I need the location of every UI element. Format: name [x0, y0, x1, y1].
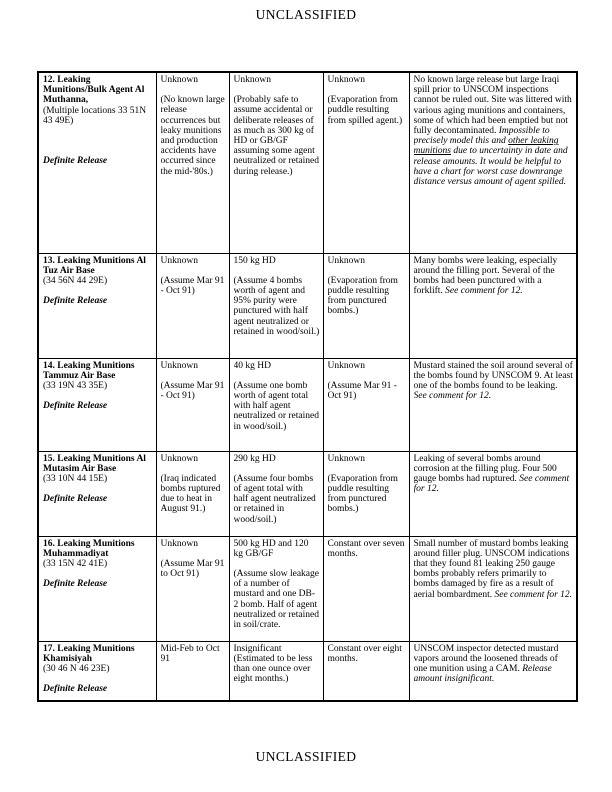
text-segment: Unknown	[160, 360, 198, 371]
paragraph	[43, 156, 153, 166]
cell-content	[161, 454, 226, 534]
text-segment: No known large release but large Iraqi spill prior to UNSCOM inspections cannot be ruled out. Site was littered with various aging munitions and containers, some of which had been emptied but not fully decontaminated.	[413, 75, 572, 137]
paragraph	[161, 361, 226, 371]
cell-site	[38, 72, 156, 253]
paragraph	[234, 381, 320, 432]
paragraph	[234, 75, 320, 85]
cell-content	[328, 256, 406, 356]
text-segment: 15. Leaking Munitions Al Mutasim Air Base	[43, 453, 146, 474]
text-segment: Unknown	[327, 360, 365, 371]
paragraph	[43, 276, 153, 286]
text-segment: 17. Leaking Munitions Khamisiyah	[43, 643, 135, 664]
text-segment: (Evaporation from puddle resulting from punctured bombs.)	[327, 473, 398, 515]
text-segment: (Evaporation from puddle resulting from spilled agent.)	[327, 95, 403, 126]
text-segment: Definite Release	[43, 494, 108, 505]
cell-content	[234, 75, 320, 251]
text-segment: See comment for 12.	[494, 589, 573, 600]
text-segment: Constant over eight months.	[327, 643, 402, 664]
cell-release-duration	[156, 253, 229, 358]
cell-content	[234, 256, 320, 356]
text-segment: (Assume Mar 91 - Oct 91)	[327, 380, 397, 401]
text-segment: 40 kg HD	[233, 360, 271, 371]
paragraph	[328, 75, 406, 85]
cell-release-pattern	[323, 358, 409, 451]
cell-amount-released	[229, 72, 323, 253]
paragraph	[414, 75, 574, 187]
paragraph	[234, 276, 320, 337]
paragraph	[414, 361, 574, 402]
paragraph	[414, 539, 574, 600]
cell-site	[38, 641, 156, 701]
paragraph	[328, 644, 406, 664]
paragraph	[43, 474, 153, 484]
cell-content	[328, 454, 406, 534]
paragraph	[43, 454, 153, 474]
paragraph	[161, 539, 226, 549]
cell-content	[161, 539, 226, 639]
text-segment: other leaking munitions	[413, 136, 559, 157]
text-segment: (Assume Mar 91 to Oct 91)	[160, 558, 225, 579]
cell-amount-released	[229, 253, 323, 358]
cell-amount-released	[229, 451, 323, 536]
cell-release-duration	[156, 358, 229, 451]
text-segment: Unknown	[160, 538, 198, 549]
text-segment: Small number of mustard bombs leaking around filler plug. UNSCOM indications that they found 81 leaking 250 gauge bombs probably refers primarily to bombs damaged by fire as a result of aerial bombardment.	[413, 538, 570, 600]
text-segment: Unknown	[160, 453, 198, 464]
table-row	[38, 72, 577, 253]
text-segment: Definite Release	[43, 401, 108, 412]
cell-release-duration	[156, 536, 229, 641]
cell-comments	[409, 536, 577, 641]
cell-release-pattern	[323, 253, 409, 358]
paragraph	[161, 559, 226, 579]
text-segment: Unknown	[327, 255, 365, 266]
paragraph	[234, 569, 320, 630]
paragraph	[161, 276, 226, 296]
cell-amount-released	[229, 358, 323, 451]
text-segment: 290 kg HD	[233, 453, 276, 464]
text-segment: Insignificant	[233, 643, 282, 654]
paragraph	[328, 474, 406, 515]
paragraph	[43, 256, 153, 276]
paragraph	[161, 381, 226, 401]
cell-site	[38, 451, 156, 536]
cell-comments	[409, 72, 577, 253]
cell-content	[43, 361, 153, 449]
paragraph	[43, 494, 153, 504]
text-segment: (No known large release occurrences but leaky munitions and production accidents have occurred since the mid-'80s.)	[160, 95, 225, 177]
paragraph	[43, 644, 153, 664]
table-row	[38, 536, 577, 641]
cell-content	[161, 361, 226, 449]
cell-content	[414, 75, 574, 251]
paragraph	[43, 106, 153, 126]
cell-site	[38, 253, 156, 358]
cell-release-duration	[156, 451, 229, 536]
paragraph	[43, 75, 153, 106]
paragraph	[328, 95, 406, 126]
text-segment: Mid-Feb to Oct 91	[160, 643, 220, 664]
cell-comments	[409, 358, 577, 451]
paragraph	[414, 256, 574, 297]
text-segment: (Assume four bombs of agent total with half agent neutralized or retained in wood/soil.)	[233, 473, 316, 525]
paragraph	[43, 664, 153, 674]
cell-release-pattern	[323, 536, 409, 641]
text-segment: Definite Release	[43, 296, 108, 307]
cell-content	[43, 454, 153, 534]
text-segment: Definite Release	[43, 156, 108, 167]
paragraph	[161, 644, 226, 664]
cell-content	[234, 644, 320, 699]
paragraph	[234, 644, 320, 654]
text-segment: 12. Leaking Munitions/Bulk Agent Al Muthanna,	[43, 75, 145, 106]
text-segment: 16. Leaking Munitions Muhammadiyat	[43, 538, 135, 559]
cell-content	[43, 539, 153, 639]
cell-content	[328, 644, 406, 699]
paragraph	[414, 644, 574, 685]
paragraph	[161, 256, 226, 266]
cell-comments	[409, 253, 577, 358]
cell-content	[161, 256, 226, 356]
paragraph	[414, 454, 574, 495]
text-segment: Unknown	[327, 75, 365, 85]
paragraph	[234, 539, 320, 559]
paragraph	[161, 75, 226, 85]
cell-content	[414, 644, 574, 699]
paragraph	[234, 454, 320, 464]
cell-content	[414, 361, 574, 449]
paragraph	[328, 256, 406, 266]
text-segment: (33 15N 42 41E)	[43, 558, 108, 569]
cell-amount-released	[229, 536, 323, 641]
paragraph	[43, 579, 153, 589]
cell-release-pattern	[323, 641, 409, 701]
leaking-munitions-table	[37, 71, 578, 702]
paragraph	[43, 539, 153, 559]
paragraph	[43, 401, 153, 411]
paragraph	[43, 381, 153, 391]
paragraph	[328, 276, 406, 317]
text-segment: Definite Release	[43, 684, 108, 695]
paragraph	[234, 95, 320, 177]
paragraph	[328, 361, 406, 371]
cell-content	[161, 75, 226, 251]
paragraph	[328, 539, 406, 559]
text-segment: Release amount insignificant.	[413, 663, 552, 685]
text-segment: (33 10N 44 15E)	[43, 473, 108, 484]
text-segment: (33 19N 43 35E)	[43, 380, 108, 391]
cell-site	[38, 358, 156, 451]
text-segment: (Assume Mar 91 - Oct 91)	[160, 275, 225, 296]
cell-content	[43, 256, 153, 356]
text-segment: due to uncertainty in date and release amounts. It would be helpful to have a chart for worst case downrange distance versus amount of agent spilled.	[413, 146, 568, 188]
text-segment: Constant over seven months.	[327, 538, 405, 559]
paragraph	[234, 361, 320, 371]
paragraph	[43, 559, 153, 569]
cell-content	[328, 539, 406, 639]
text-segment: Many bombs were leaking, especially around the filling port. Several of the bombs had been punctured with a forklift.	[413, 255, 558, 297]
text-segment: (Assume one bomb worth of agent total with half agent neutralized or retained in wood/soil.)	[233, 380, 319, 432]
cell-content	[328, 361, 406, 449]
text-segment: (34 56N 44 29E)	[43, 275, 108, 286]
text-segment: (Assume slow leakage of a number of mustard and one DB-2 bomb. Half of agent neutralized or retained in soil/crate.	[233, 568, 319, 630]
text-segment: See comment for 12.	[413, 391, 492, 402]
table-row	[38, 253, 577, 358]
text-segment: (Estimated to be less than one ounce over eight months.)	[233, 653, 313, 685]
paragraph	[234, 256, 320, 266]
cell-release-pattern	[323, 72, 409, 253]
text-segment: See comment for 12.	[413, 473, 570, 495]
cell-release-duration	[156, 72, 229, 253]
text-segment: Impossible to precisely model this and	[413, 126, 550, 147]
paragraph	[234, 474, 320, 525]
cell-release-pattern	[323, 451, 409, 536]
cell-content	[234, 539, 320, 639]
paragraph	[328, 454, 406, 464]
cell-content	[43, 644, 153, 699]
cell-content	[328, 75, 406, 251]
text-segment: See comment for 12.	[445, 286, 523, 297]
text-segment: 14. Leaking Munitions Tammuz Air Base	[43, 360, 135, 381]
text-segment: Leaking of several bombs around corrosion at the filling plug. Four 500 gauge bombs had ruptured.	[413, 453, 557, 484]
paragraph	[161, 95, 226, 177]
text-segment: 500 kg HD and 120 kg GB/GF	[233, 538, 309, 559]
paragraph	[161, 474, 226, 515]
header-classification: UNCLASSIFIED	[255, 7, 357, 22]
cell-content	[414, 539, 574, 639]
text-segment: Mustard stained the soil around several of the bombs found by UNSCOM 9. At least one of the bombs found to be leaking.	[413, 360, 573, 391]
cell-site	[38, 536, 156, 641]
cell-comments	[409, 451, 577, 536]
text-segment: 13. Leaking Munitions Al Tuz Air Base	[43, 255, 146, 276]
paragraph	[161, 454, 226, 464]
text-segment: Unknown	[233, 75, 271, 85]
paragraph	[234, 654, 320, 685]
text-segment: Definite Release	[43, 579, 108, 590]
text-segment: (Evaporation from puddle resulting from punctured bombs.)	[327, 275, 398, 317]
text-segment: 150 kg HD	[233, 255, 276, 266]
footer-classification: UNCLASSIFIED	[255, 749, 357, 764]
cell-content	[43, 75, 153, 251]
cell-content	[234, 361, 320, 449]
cell-content	[414, 256, 574, 356]
cell-comments	[409, 641, 577, 701]
cell-content	[234, 454, 320, 534]
cell-amount-released	[229, 641, 323, 701]
text-segment: UNSCOM inspector detected mustard vapors around the loosened threads of one munition using a CAM.	[413, 643, 559, 674]
paragraph	[43, 361, 153, 381]
cell-release-duration	[156, 641, 229, 701]
paragraph	[328, 381, 406, 401]
table-row	[38, 451, 577, 536]
text-segment: (Assume 4 bombs worth of agent and 95% purity were punctured with half agent neutralized or retained in wood/soil.)	[233, 275, 320, 337]
table-row	[38, 358, 577, 451]
cell-content	[161, 644, 226, 699]
text-segment: (Multiple locations 33 51N 43 49E)	[43, 105, 147, 126]
paragraph	[43, 684, 153, 694]
text-segment: Unknown	[327, 453, 365, 464]
text-segment: Unknown	[160, 75, 198, 85]
text-segment: (Iraq indicated bombs ruptured due to heat in August 91.)	[160, 473, 221, 515]
text-segment: Unknown	[160, 255, 198, 266]
text-segment: (Probably safe to assume accidental or deliberate releases of as much as 300 kg of HD or GB/GF assuming some agent neutralized or retained during release.)	[233, 95, 319, 177]
text-segment: (30 46 N 46 23E)	[43, 663, 110, 674]
table-row	[38, 641, 577, 701]
cell-content	[414, 454, 574, 534]
paragraph	[43, 296, 153, 306]
text-segment: (Assume Mar 91 - Oct 91)	[160, 380, 225, 401]
